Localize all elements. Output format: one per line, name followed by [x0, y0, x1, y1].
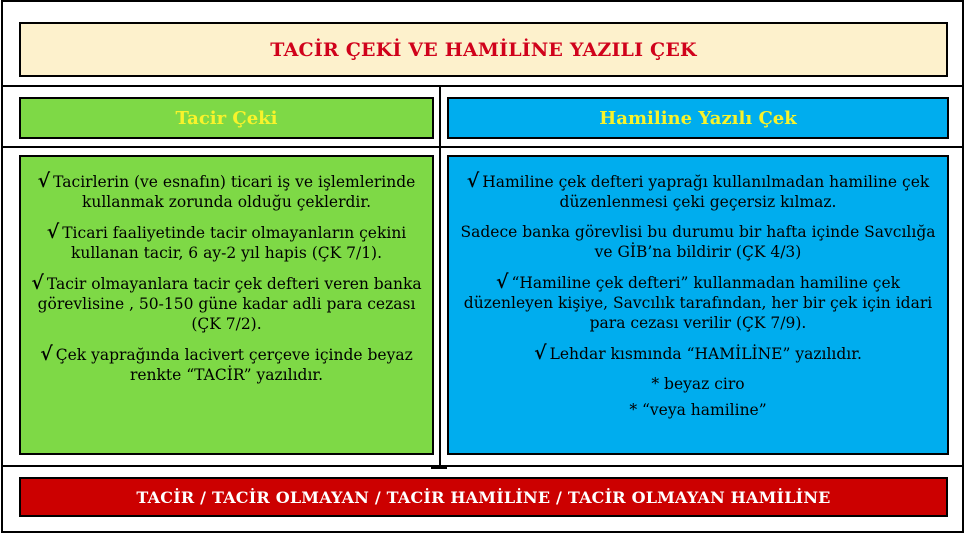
- tacir-item-2: √ Ticari faaliyetinde tacir olmayanların çekini kullanan tacir, 6 ay-2 yıl hapis (ÇK 7/1).: [46, 221, 407, 262]
- hamiline-item-3: √ Lehdar kısmında “HAMİLİNE” yazılıdır.: [534, 342, 862, 364]
- check-icon: √: [46, 221, 60, 243]
- check-icon: √: [31, 272, 44, 294]
- hamiline-bullet-1: * beyaz ciro: [651, 375, 745, 393]
- check-icon: √: [37, 170, 51, 192]
- check-icon: √: [40, 343, 53, 365]
- row-divider-bottom: [3, 465, 962, 467]
- hamiline-heading: Hamiline Yazılı Çek: [599, 107, 797, 129]
- row-divider-mid: [3, 146, 962, 148]
- title-box: [19, 22, 948, 77]
- tacir-ceki-header: [19, 97, 434, 139]
- tacir-ceki-panel: [19, 155, 434, 455]
- footer-banner: [19, 477, 948, 517]
- hamiline-header: [447, 97, 949, 139]
- column-divider: [439, 86, 441, 466]
- divider-dash: [431, 467, 447, 469]
- hamiline-bullet-2: * “veya hamiline”: [629, 401, 767, 419]
- page-title: TACİR ÇEKİ VE HAMİLİNE YAZILI ÇEK: [270, 38, 697, 61]
- tacir-item-1: √ Tacirlerin (ve esnafın) ticari iş ve işlemlerinde kullanmak zorunda olduğu çeklerdir.: [37, 170, 416, 211]
- check-icon: √: [466, 170, 480, 192]
- check-icon: √: [534, 342, 547, 364]
- tacir-item-4: √ Çek yaprağında lacivert çerçeve içinde beyaz renkte “TACİR” yazılıdır.: [40, 343, 413, 384]
- hamiline-item-1: √ Hamiline çek defteri yaprağı kullanılmadan hamiline çek düzenlenmesi çeki geçersiz kılmaz.: [466, 170, 930, 211]
- tacir-item-3: √ Tacir olmayanlara tacir çek defteri veren banka görevlisine , 50-150 güne kadar adli para cezası (ÇK 7/2).: [31, 272, 422, 333]
- tacir-ceki-heading: Tacir Çeki: [175, 107, 278, 129]
- check-icon: √: [495, 271, 509, 293]
- hamiline-note-1: Sadece banka görevlisi bu durumu bir hafta içinde Savcılığa ve GİB’na bildirir (ÇK 4/3): [460, 223, 936, 261]
- row-divider-top: [3, 85, 962, 87]
- hamiline-panel: [447, 155, 949, 455]
- hamiline-item-2: √ “Hamiline çek defteri” kullanmadan hamiline çek düzenleyen kişiye, Savcılık tarafından, her bir çek için idari para cezası verilir (ÇK 7/9).: [463, 271, 933, 332]
- footer-text: TACİR / TACİR OLMAYAN / TACİR HAMİLİNE / TACİR OLMAYAN HAMİLİNE: [136, 487, 831, 507]
